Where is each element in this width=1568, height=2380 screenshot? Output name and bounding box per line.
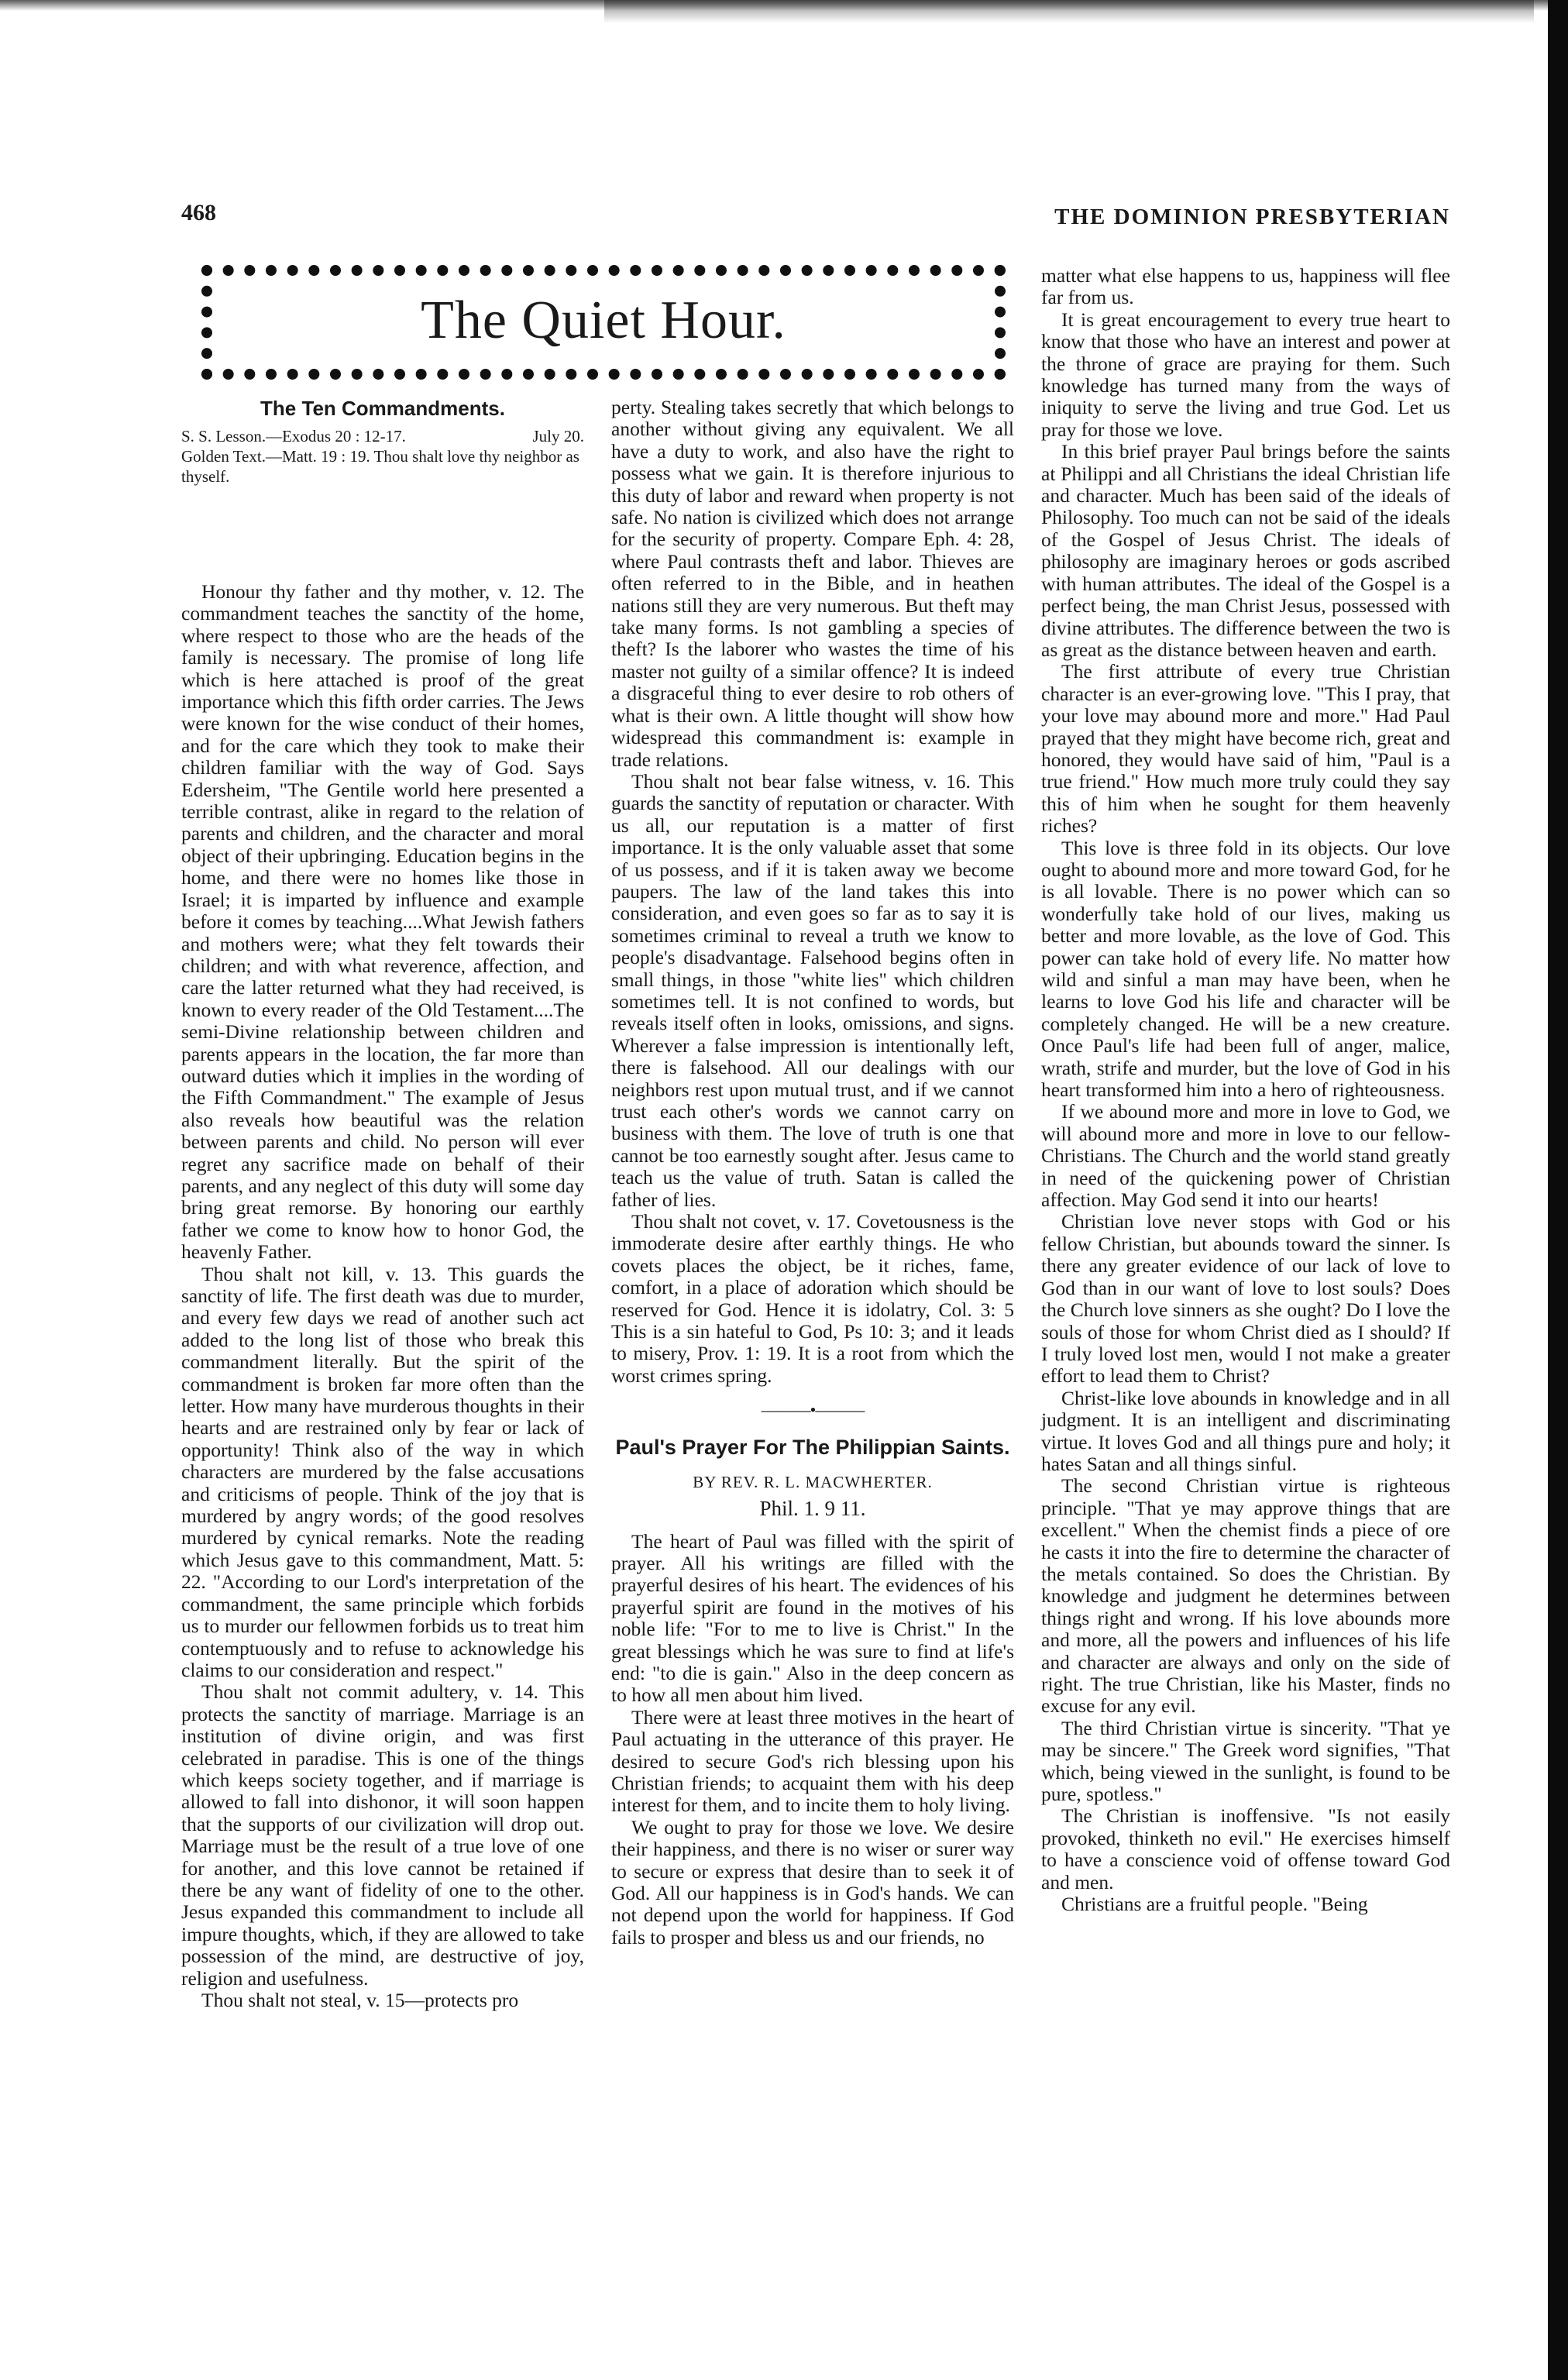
paragraph: Thou shalt not commit adultery, v. 14. This protects the sanctity of marriage. Marriage is an institution of divine origin, and was first celebrated in paradise. This is one of the things which keeps society together, and if marriage is allowed to fall into dishonor, it will soon happen that the supports of our civilization will drop out. Marriage must be the result of a true love of one for another, and this love cannot be retained if there be any want of fidelity of one to the other. Jesus expanded this commandment to include all impure thoughts, which, if they are allowed to take possession of the mind, are destructive of joy, religion and usefulness. [181,1680,584,1990]
newspaper-page [181,194,1450,2247]
journal-title: THE DOMINION PRESBYTERIAN [1054,205,1450,229]
lesson-heading: The Ten Commandments. [260,397,505,420]
paragraph: Christian love never stops with God or his fellow Christian, but abounds toward the sinner. Is there any greater evidence of our lack of love to God than in our want of love to lost souls? Does the Church love sinners as she ought? Do I love the souls of those for whom Christ died as I should? If I truly loved lost men, would I not make a greater effort to lead them to Christ? [1041,1210,1450,1388]
paragraph: matter what else happens to us, happiness will flee far from us. [1041,264,1450,309]
paragraph: The third Christian virtue is sincerity. "That ye may be sincere." The Greek word signifies, "That which, being viewed in the sunlight, is found to be pure, spotless." [1041,1716,1450,1806]
column-2 [611,397,1014,1948]
paragraph: Thou shalt not steal, v. 15—protects pro [201,1989,519,2011]
golden-text: Golden Text.—Matt. 19 : 19. Thou shalt love thy neighbor as thyself. [181,447,579,486]
lesson-references [181,426,584,487]
paragraph: Honour thy father and thy mother, v. 12. The commandment teaches the sanctity of the home, where respect to those who are the heads of the family is necessary. The promise of long life which is here attached is proof of the great importance which this fifth order carries. The Jews were known for the wise conduct of their homes, and for the care which they took to make their children familiar with the way of God. Says Edersheim, "The Gentile world here presented a terrible contrast, alike in regard to the relation of parents and children, and the character and moral object of their upbringing. Education begins in the home, and there were no homes like those in Israel; it is imparted by influence and example before it comes by teaching....What Jewish fathers and mothers were; what they felt towards their children; and with what reverence, affection, and care the latter returned what they had received, is known to every reader of the Old Testament....The semi-Divine relationship between children and parents appears in the location, the far more than outward duties which it implies in the wording of the Fifth Commandment." The example of Jesus also reveals how beautiful was the relation between parents and child. No person will ever regret any sacrifice made on behalf of their parents, and any neglect of this duty will some day bring great remorse. By honoring our earthly father we come to know how to honor God, the heavenly Father. [181,580,584,1264]
column-1 [181,581,584,2011]
lesson-date: July 20. [532,427,584,445]
paragraph: This love is three fold in its objects. Our love ought to abound more and more toward God, for he is all lovable. There is no power which can so wonderfully take hold of our lives, making us better and more lovable, as the love of God. This power can take hold of every life. No matter how wild and sinful a man may have been, when he learns to love God his life and character will be completely changed. He will be a new creature. Once Paul's life had been full of anger, malice, wrath, strife and murder, but the love of God in his heart transformed him into a hero of righteousness. [1041,836,1450,1102]
paragraph: perty. Stealing takes secretly that which belongs to another without giving any equivalent. We all have a duty to work, and also have the right to possess what we gain. It is therefore injurious to this duty of labor and reward when property is not safe. No nation is civilized which does not arrange for the security of property. Compare Eph. 4: 28, where Paul contrasts theft and labor. Thieves are often referred to in the Bible, and in heathen nations still they are very numerous. But theft may take many forms. Is not gambling a species of theft? Is the laborer who wastes the time of his master not guilty of a similar offence? It is indeed a disgraceful thing to ever desire to rob others of what is their own. A little thought will show how widespread this commandment is: example in trade relations. [611,396,1014,771]
paragraph: The second Christian virtue is righteous principle. "That ye may approve things that are excellent." When the chemist finds a piece of ore he casts it into the fire to determine the character of the metals contained. So does the Christian. By knowledge and judgment he determines between things right and wrong. If his love abounds more and more, all the powers and influences of his life and character are always and only on the side of right. The true Christian, like his Master, finds no excuse for any evil. [1041,1474,1450,1718]
paragraph: The Christian is inoffensive. "Is not easily provoked, thinketh no evil." He exercises himself to have a conscience void of offense toward God and men. [1041,1804,1450,1893]
paragraph: Christians are a fruitful people. "Being [1061,1893,1368,1916]
section-divider: ———•——— [761,1400,865,1420]
lesson-reference: S. S. Lesson.—Exodus 20 : 12-17. [181,427,406,445]
lesson-line [181,426,584,446]
paragraph: Thou shalt not covet, v. 17. Covetousness is the immoderate desire after earthly things. He who covets places the object, be it riches, fame, comfort, in a place of adoration which should be reserved for God. Hence it is idolatry, Col. 3: 5 This is a sin hateful to God, Ps 10: 3; and it leads to misery, Prov. 1: 19. It is a root from which the worst crimes spring. [611,1210,1014,1387]
paragraph: We ought to pray for those we love. We desire their happiness, and there is no wiser or surer way to secure or express that desire than to seek it of God. All our happiness is in God's hands. We can not depend upon the world for happiness. If God fails to prosper and bless us and our friends, no [611,1815,1014,1948]
column-3 [1041,265,1450,1915]
scripture-reference: Phil. 1. 9 11. [759,1497,866,1521]
quiet-hour-banner [201,265,1006,380]
paragraph: Thou shalt not bear false witness, v. 16. This guards the sanctity of reputation or character. With us all, our reputation is a matter of first importance. It is the only valuable asset that some of us possess, and if it is taken away we become paupers. The law of the land takes this into consideration, and even goes so far as to say it is sometimes criminal to reveal a truth we know to people's disadvantage. Falsehood begins often in small things, in those "white lies" which children sometimes tell. It is not confined to words, but reveals itself often in looks, omissions, and signs. Wherever a false impression is intentionally left, there is falsehood. All our dealings with our neighbors rest upon mutual trust, and if we cannot trust each other's words we cannot carry on business with them. The love of truth is one that cannot be too earnestly sought after. Jesus came to teach us the value of truth. Satan is called the father of lies. [611,769,1014,1211]
paragraph: The heart of Paul was filled with the spirit of prayer. All his writings are filled with the prayerful desires of his heart. The evidences of his prayerful spirit are found in the motives of his noble life: "For to me to live is Christ." In the great blessings which he was sure to find at life's end: "to die is gain." Also in the deep concern as to how all men about him lived. [611,1529,1014,1707]
paragraph: It is great encouragement to every true heart to know that those who have an interest and power at the throne of grace are praying for them. Such knowledge has turned many from the ways of iniquity to serve the living and true God. Let us pray for those we love. [1041,308,1450,441]
scan-right-edge [1548,0,1568,2380]
scan-streak [604,0,1534,23]
paragraph: If we abound more and more in love to God, we will abound more and more in love to our fellow-Christians. The Church and the world stand greatly in need of the quickening power of Christian affection. May God send it into our hearts! [1041,1100,1450,1212]
page-number: 468 [181,200,216,225]
paragraph: Thou shalt not kill, v. 13. This guards the sanctity of life. The first death was due to murder, and every few days we read of another such act added to the long list of those who break this commandment literally. But the spirit of the commandment is broken far more often than the letter. How many have murderous thoughts in their hearts and are restrained only by fear or lack of opportunity! Think also of the way in which characters are murdered by the false accusations and criticisms of people. Think of the joy that is murdered by angry words; of the good resolves murdered by cynical remarks. Note the reading which Jesus gave to this commandment, Matt. 5: 22. "According to our Lord's interpretation of the commandment, the same principle which forbids us to murder our fellowmen forbids us to treat him contemptuously and to refuse to acknowledge his claims to our consideration and respect." [181,1262,584,1681]
paragraph: There were at least three motives in the heart of Paul actuating in the utterance of this prayer. He desired to secure God's rich blessing upon his Christian friends; to acquaint them with his deep interest for them, and to incite them to holy living. [611,1705,1014,1817]
paragraph: In this brief prayer Paul brings before the saints at Philippi and all Christians the ideal Christian life and character. Much has been said of the ideals of Philosophy. Too much can not be said of the ideals of the Gospel of Jesus Christ. The ideals of philosophy are imaginary heroes or gods ascribed with human attributes. The ideal of the Gospel is a perfect being, the man Christ Jesus, possessed with divine attributes. The difference between the two is as great as the distance between heaven and earth. [1041,440,1450,661]
article-byline: BY REV. R. L. MACWHERTER. [693,1472,933,1491]
running-head [181,194,1450,232]
paragraph: The first attribute of every true Christian character is an ever-growing love. "This I pray, that your love may abound more and more." Had Paul prayed that they might have become rich, great and honored, they would have said of him, "Paul is a true friend." How much more truly could they say this of him when he sought for them heavenly riches? [1041,660,1450,837]
article-title: Paul's Prayer For The Philippian Saints. [615,1435,1010,1459]
paragraph: Christ-like love abounds in knowledge and in all judgment. It is an intelligent and discriminating virtue. It loves God and all things pure and holy; it hates Satan and all things sinful. [1041,1386,1450,1475]
banner-title: The Quiet Hour. [421,291,786,350]
